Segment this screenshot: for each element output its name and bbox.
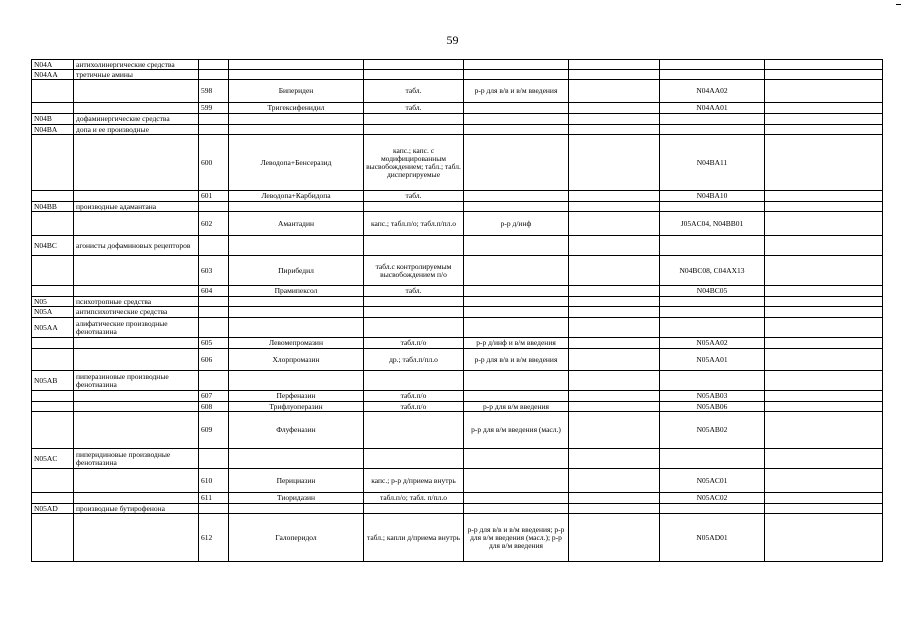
- table-row: [32, 70, 883, 80]
- dosage-form-cell: табл.: [364, 103, 464, 114]
- atc-code-cell: N04BC05: [660, 286, 765, 297]
- empty-cell: [765, 514, 883, 562]
- atc-group-name-cell: пиперидиновые производные фенотиазина: [74, 449, 199, 469]
- atc-group-code-cell: [32, 212, 74, 236]
- item-number-cell: 598: [199, 80, 229, 103]
- atc-code-cell: [660, 70, 765, 80]
- atc-group-name-cell: агонисты дофаминовых рецепторов: [74, 236, 199, 256]
- table-row: [32, 402, 883, 412]
- empty-cell: [569, 114, 660, 125]
- drug-name-cell: [229, 318, 364, 338]
- empty-cell: [569, 349, 660, 371]
- injection-form-cell: [464, 114, 569, 125]
- atc-group-name-cell: [74, 469, 199, 493]
- injection-form-cell: [464, 70, 569, 80]
- empty-cell: [569, 103, 660, 114]
- item-number-cell: 609: [199, 412, 229, 449]
- atc-code-cell: [660, 60, 765, 70]
- atc-code-cell: [660, 504, 765, 514]
- atc-group-name-cell: антипсихотические средства: [74, 307, 199, 318]
- table-row: [32, 125, 883, 135]
- atc-code-cell: N04BA11: [660, 135, 765, 191]
- atc-code-cell: [660, 202, 765, 212]
- injection-form-cell: [464, 449, 569, 469]
- atc-code-cell: [660, 371, 765, 391]
- dosage-form-cell: [364, 318, 464, 338]
- atc-group-code-cell: N04AA: [32, 70, 74, 80]
- atc-code-cell: [660, 318, 765, 338]
- injection-form-cell: р-р для в/в и в/м введения: [464, 349, 569, 371]
- empty-cell: [765, 202, 883, 212]
- drug-name-cell: [229, 449, 364, 469]
- atc-group-name-cell: [74, 286, 199, 297]
- atc-group-name-cell: [74, 103, 199, 114]
- atc-group-name-cell: [74, 135, 199, 191]
- atc-code-cell: N05AD01: [660, 514, 765, 562]
- drug-name-cell: [229, 114, 364, 125]
- empty-cell: [569, 514, 660, 562]
- table-row: [32, 212, 883, 236]
- atc-group-code-cell: [32, 402, 74, 412]
- table-row: [32, 297, 883, 307]
- empty-cell: [569, 493, 660, 504]
- drug-name-cell: Тригексифенидил: [229, 103, 364, 114]
- injection-form-cell: [464, 493, 569, 504]
- item-number-cell: [199, 297, 229, 307]
- atc-group-code-cell: N05AD: [32, 504, 74, 514]
- table-row: [32, 371, 883, 391]
- atc-group-code-cell: [32, 256, 74, 286]
- atc-group-code-cell: N04BC: [32, 236, 74, 256]
- empty-cell: [765, 212, 883, 236]
- drug-name-cell: [229, 125, 364, 135]
- empty-cell: [765, 236, 883, 256]
- item-number-cell: 602: [199, 212, 229, 236]
- atc-group-name-cell: третичные амины: [74, 70, 199, 80]
- dosage-form-cell: табл.с контролируемым высвобождением п/о: [364, 256, 464, 286]
- atc-code-cell: N05AB02: [660, 412, 765, 449]
- item-number-cell: [199, 371, 229, 391]
- dosage-form-cell: [364, 125, 464, 135]
- drug-name-cell: Левомепромазин: [229, 338, 364, 349]
- table-row: [32, 338, 883, 349]
- empty-cell: [569, 286, 660, 297]
- item-number-cell: [199, 307, 229, 318]
- dosage-form-cell: [364, 202, 464, 212]
- dosage-form-cell: [364, 371, 464, 391]
- drug-name-cell: Хлорпромазин: [229, 349, 364, 371]
- injection-form-cell: [464, 125, 569, 135]
- atc-group-name-cell: [74, 191, 199, 202]
- dosage-form-cell: капс.; р-р д/приема внутрь: [364, 469, 464, 493]
- atc-code-cell: N05AB03: [660, 391, 765, 402]
- atc-group-code-cell: [32, 469, 74, 493]
- dosage-form-cell: капс.; табл.п/о; табл.п/пл.о: [364, 212, 464, 236]
- empty-cell: [765, 70, 883, 80]
- atc-code-cell: [660, 307, 765, 318]
- table-body: [32, 60, 883, 562]
- atc-group-code-cell: [32, 349, 74, 371]
- atc-group-name-cell: пиперазиновые производные фенотиазина: [74, 371, 199, 391]
- dosage-form-cell: [364, 412, 464, 449]
- item-number-cell: [199, 70, 229, 80]
- drug-name-cell: Перфеназин: [229, 391, 364, 402]
- atc-group-code-cell: [32, 412, 74, 449]
- empty-cell: [569, 125, 660, 135]
- table-row: [32, 449, 883, 469]
- empty-cell: [569, 212, 660, 236]
- empty-cell: [765, 402, 883, 412]
- empty-cell: [765, 60, 883, 70]
- atc-code-cell: N05AA01: [660, 349, 765, 371]
- atc-group-code-cell: N05A: [32, 307, 74, 318]
- table-row: [32, 412, 883, 449]
- table-row: [32, 135, 883, 191]
- empty-cell: [765, 103, 883, 114]
- injection-form-cell: [464, 297, 569, 307]
- page-number: 59: [446, 33, 459, 47]
- drug-name-cell: [229, 202, 364, 212]
- item-number-cell: 612: [199, 514, 229, 562]
- atc-group-name-cell: производные адамантана: [74, 202, 199, 212]
- injection-form-cell: р-р для в/в и в/м введения; р-р для в/м введения (масл.); р-р для в/м введения: [464, 514, 569, 562]
- empty-cell: [765, 371, 883, 391]
- drug-name-cell: Амантадин: [229, 212, 364, 236]
- atc-group-code-cell: N04B: [32, 114, 74, 125]
- atc-code-cell: [660, 236, 765, 256]
- empty-cell: [765, 493, 883, 504]
- table-row: [32, 318, 883, 338]
- atc-group-code-cell: N04A: [32, 60, 74, 70]
- table-row: [32, 80, 883, 103]
- dosage-form-cell: табл.п/о: [364, 391, 464, 402]
- atc-group-name-cell: [74, 212, 199, 236]
- injection-form-cell: р-р для в/м введения: [464, 402, 569, 412]
- empty-cell: [569, 402, 660, 412]
- atc-group-name-cell: [74, 412, 199, 449]
- atc-code-cell: [660, 297, 765, 307]
- item-number-cell: 599: [199, 103, 229, 114]
- item-number-cell: 607: [199, 391, 229, 402]
- dosage-form-cell: [364, 60, 464, 70]
- table-row: [32, 469, 883, 493]
- injection-form-cell: р-р для в/в и в/м введения: [464, 80, 569, 103]
- drug-name-cell: Пирибедил: [229, 256, 364, 286]
- injection-form-cell: [464, 236, 569, 256]
- dosage-form-cell: др.; табл.п/пл.о: [364, 349, 464, 371]
- item-number-cell: [199, 504, 229, 514]
- atc-code-cell: N04BA10: [660, 191, 765, 202]
- atc-group-code-cell: N05AA: [32, 318, 74, 338]
- empty-cell: [569, 297, 660, 307]
- dosage-form-cell: капс.; капс. с модифицированным высвобождением; табл.; табл. диспергируемые: [364, 135, 464, 191]
- atc-group-code-cell: [32, 135, 74, 191]
- dosage-form-cell: [364, 114, 464, 125]
- injection-form-cell: [464, 307, 569, 318]
- item-number-cell: [199, 202, 229, 212]
- item-number-cell: 606: [199, 349, 229, 371]
- injection-form-cell: [464, 103, 569, 114]
- injection-form-cell: [464, 135, 569, 191]
- atc-group-name-cell: психотропные средства: [74, 297, 199, 307]
- empty-cell: [765, 80, 883, 103]
- atc-group-name-cell: [74, 514, 199, 562]
- empty-cell: [569, 80, 660, 103]
- empty-cell: [765, 297, 883, 307]
- atc-group-name-cell: дофаминергические средства: [74, 114, 199, 125]
- drug-name-cell: Леводопа+Бенсеразид: [229, 135, 364, 191]
- corner-mark: [896, 4, 901, 5]
- atc-group-name-cell: производные бутирофенона: [74, 504, 199, 514]
- atc-group-name-cell: антихолинергические средства: [74, 60, 199, 70]
- item-number-cell: 608: [199, 402, 229, 412]
- drug-name-cell: Перициазин: [229, 469, 364, 493]
- drug-list-table: [31, 59, 883, 562]
- atc-group-code-cell: [32, 493, 74, 504]
- empty-cell: [569, 412, 660, 449]
- empty-cell: [569, 318, 660, 338]
- drug-name-cell: [229, 297, 364, 307]
- table-row: [32, 103, 883, 114]
- dosage-form-cell: табл.п/о: [364, 402, 464, 412]
- empty-cell: [569, 371, 660, 391]
- dosage-form-cell: табл.п/о; табл. п/пл.о: [364, 493, 464, 504]
- empty-cell: [765, 349, 883, 371]
- injection-form-cell: р-р д/инф и в/м введения: [464, 338, 569, 349]
- empty-cell: [765, 449, 883, 469]
- injection-form-cell: [464, 371, 569, 391]
- drug-name-cell: Галоперидол: [229, 514, 364, 562]
- dosage-form-cell: табл.: [364, 80, 464, 103]
- drug-name-cell: Прамипексол: [229, 286, 364, 297]
- atc-group-code-cell: [32, 103, 74, 114]
- empty-cell: [569, 504, 660, 514]
- empty-cell: [569, 60, 660, 70]
- drug-name-cell: [229, 70, 364, 80]
- empty-cell: [569, 135, 660, 191]
- drug-name-cell: Трифлуоперазин: [229, 402, 364, 412]
- injection-form-cell: [464, 202, 569, 212]
- atc-group-name-cell: алифатические производные фенотиазина: [74, 318, 199, 338]
- drug-name-cell: [229, 504, 364, 514]
- atc-group-name-cell: [74, 349, 199, 371]
- atc-group-name-cell: допа и ее производные: [74, 125, 199, 135]
- empty-cell: [765, 286, 883, 297]
- atc-group-code-cell: N05: [32, 297, 74, 307]
- injection-form-cell: [464, 191, 569, 202]
- table-row: [32, 191, 883, 202]
- table-row: [32, 504, 883, 514]
- atc-group-code-cell: [32, 80, 74, 103]
- injection-form-cell: [464, 391, 569, 402]
- drug-name-cell: Тиоридазин: [229, 493, 364, 504]
- empty-cell: [569, 338, 660, 349]
- empty-cell: [569, 236, 660, 256]
- injection-form-cell: [464, 469, 569, 493]
- table-row: [32, 114, 883, 125]
- dosage-form-cell: табл.: [364, 191, 464, 202]
- drug-name-cell: [229, 60, 364, 70]
- item-number-cell: [199, 60, 229, 70]
- atc-group-name-cell: [74, 402, 199, 412]
- empty-cell: [765, 504, 883, 514]
- atc-group-name-cell: [74, 391, 199, 402]
- empty-cell: [569, 391, 660, 402]
- empty-cell: [569, 191, 660, 202]
- atc-group-name-cell: [74, 338, 199, 349]
- table-row: [32, 514, 883, 562]
- atc-group-name-cell: [74, 80, 199, 103]
- item-number-cell: 610: [199, 469, 229, 493]
- atc-code-cell: N04BC08, C04AX13: [660, 256, 765, 286]
- empty-cell: [569, 449, 660, 469]
- injection-form-cell: [464, 286, 569, 297]
- injection-form-cell: [464, 318, 569, 338]
- injection-form-cell: р-р для в/м введения (масл.): [464, 412, 569, 449]
- table-row: [32, 307, 883, 318]
- empty-cell: [765, 307, 883, 318]
- empty-cell: [765, 469, 883, 493]
- drug-name-cell: Флуфеназин: [229, 412, 364, 449]
- table-row: [32, 202, 883, 212]
- dosage-form-cell: табл.: [364, 286, 464, 297]
- injection-form-cell: [464, 60, 569, 70]
- atc-group-name-cell: [74, 256, 199, 286]
- table-row: [32, 256, 883, 286]
- dosage-form-cell: [364, 307, 464, 318]
- atc-group-code-cell: [32, 286, 74, 297]
- atc-group-code-cell: N04BB: [32, 202, 74, 212]
- dosage-form-cell: [364, 70, 464, 80]
- item-number-cell: 605: [199, 338, 229, 349]
- atc-code-cell: N05AC02: [660, 493, 765, 504]
- empty-cell: [569, 256, 660, 286]
- dosage-form-cell: [364, 297, 464, 307]
- atc-code-cell: N04AA01: [660, 103, 765, 114]
- empty-cell: [765, 412, 883, 449]
- atc-code-cell: [660, 114, 765, 125]
- drug-name-cell: [229, 307, 364, 318]
- injection-form-cell: [464, 504, 569, 514]
- atc-group-code-cell: N04BA: [32, 125, 74, 135]
- empty-cell: [765, 114, 883, 125]
- atc-code-cell: N05AB06: [660, 402, 765, 412]
- empty-cell: [765, 318, 883, 338]
- empty-cell: [569, 307, 660, 318]
- table-row: [32, 60, 883, 70]
- table-row: [32, 286, 883, 297]
- atc-group-code-cell: [32, 338, 74, 349]
- item-number-cell: 600: [199, 135, 229, 191]
- atc-code-cell: N04AA02: [660, 80, 765, 103]
- item-number-cell: 611: [199, 493, 229, 504]
- drug-name-cell: [229, 371, 364, 391]
- dosage-form-cell: [364, 236, 464, 256]
- drug-name-cell: [229, 236, 364, 256]
- item-number-cell: [199, 114, 229, 125]
- dosage-form-cell: табл.п/о: [364, 338, 464, 349]
- atc-code-cell: [660, 449, 765, 469]
- atc-group-code-cell: [32, 391, 74, 402]
- atc-code-cell: N05AC01: [660, 469, 765, 493]
- item-number-cell: [199, 318, 229, 338]
- injection-form-cell: [464, 256, 569, 286]
- atc-group-code-cell: N05AC: [32, 449, 74, 469]
- table-row: [32, 391, 883, 402]
- atc-group-code-cell: N05AB: [32, 371, 74, 391]
- empty-cell: [765, 191, 883, 202]
- item-number-cell: [199, 449, 229, 469]
- drug-name-cell: Бипериден: [229, 80, 364, 103]
- empty-cell: [569, 202, 660, 212]
- atc-code-cell: J05AC04, N04BB01: [660, 212, 765, 236]
- atc-group-name-cell: [74, 493, 199, 504]
- item-number-cell: 603: [199, 256, 229, 286]
- empty-cell: [569, 70, 660, 80]
- empty-cell: [765, 125, 883, 135]
- item-number-cell: 601: [199, 191, 229, 202]
- empty-cell: [765, 391, 883, 402]
- empty-cell: [569, 469, 660, 493]
- injection-form-cell: р-р д/инф: [464, 212, 569, 236]
- dosage-form-cell: [364, 449, 464, 469]
- atc-code-cell: [660, 125, 765, 135]
- item-number-cell: 604: [199, 286, 229, 297]
- item-number-cell: [199, 236, 229, 256]
- table-row: [32, 493, 883, 504]
- atc-group-code-cell: [32, 191, 74, 202]
- table-row: [32, 236, 883, 256]
- atc-code-cell: N05AA02: [660, 338, 765, 349]
- empty-cell: [765, 338, 883, 349]
- atc-group-code-cell: [32, 514, 74, 562]
- table-row: [32, 349, 883, 371]
- drug-name-cell: Леводопа+Карбидопа: [229, 191, 364, 202]
- empty-cell: [765, 135, 883, 191]
- dosage-form-cell: табл.; капли д/приема внутрь: [364, 514, 464, 562]
- dosage-form-cell: [364, 504, 464, 514]
- empty-cell: [765, 256, 883, 286]
- item-number-cell: [199, 125, 229, 135]
